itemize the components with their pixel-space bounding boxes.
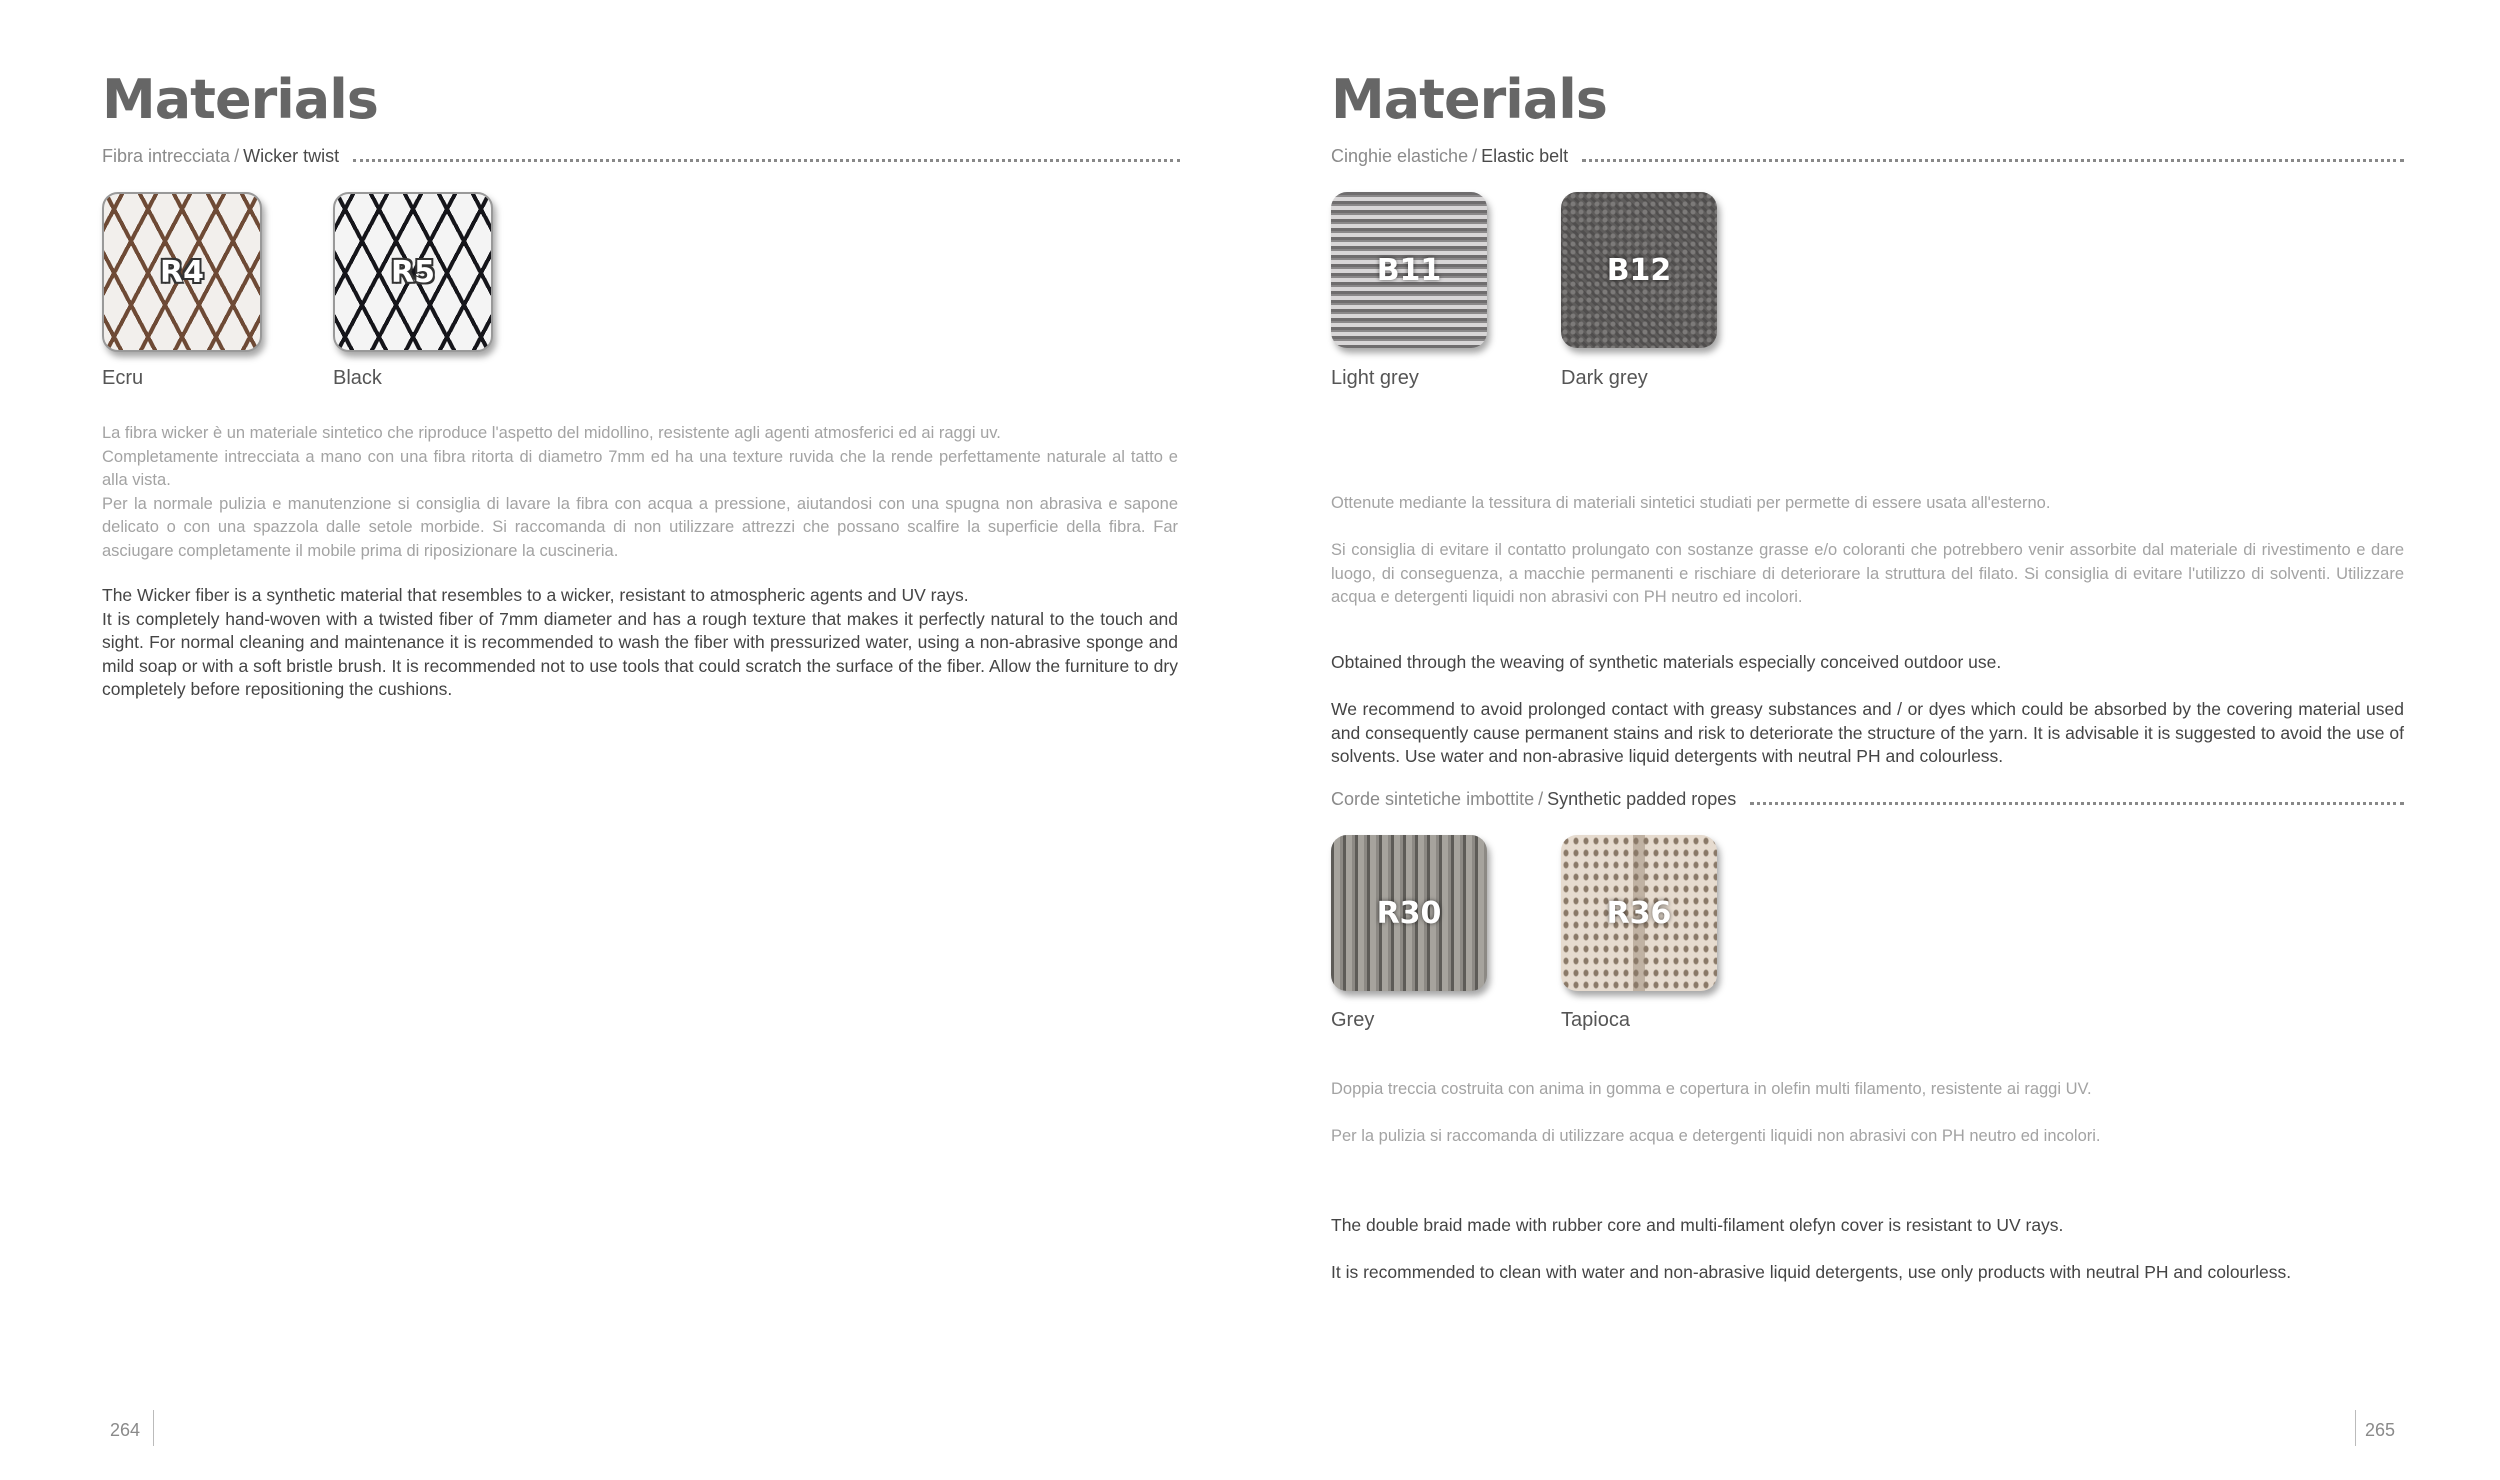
section-header-elastic-belt	[1331, 146, 2404, 167]
page-number: 265	[2365, 1420, 2396, 1440]
description-english	[1331, 1214, 2404, 1285]
swatch-code: R36	[1606, 895, 1672, 931]
section-label-it: Cinghie elastiche	[1331, 146, 1469, 166]
paragraph: Completamente intrecciata a mano con una fibra ritorta di diametro 7mm ed ha una texture ruvida che la rende perfettamente naturale al tatto e alla vista.	[102, 447, 1178, 489]
section-label-en: Wicker twist	[243, 146, 340, 166]
section-header-wicker	[102, 146, 1180, 167]
dotted-leader	[1582, 159, 2404, 162]
page-number-rule	[2355, 1410, 2356, 1446]
description-italian	[102, 422, 1178, 563]
swatch-b12	[1561, 192, 1717, 348]
dotted-leader	[353, 159, 1180, 162]
description-english	[1331, 651, 2404, 769]
paragraph: Per la normale pulizia e manutenzione si consiglia di lavare la fibra con acqua a pressione, aiutandosi con una spugna non abrasiva e sapone delicato o con una spazzola dalle setole morbide. Si raccomanda di non utilizzare attrezzi che possano scalfire la superficie della fibra. Far asciugare completamente il mobile prima di riposizionare la cuscineria.	[102, 494, 1178, 560]
swatch-r30	[1331, 835, 1487, 991]
swatch-code: R5	[391, 254, 435, 290]
swatch-r36	[1561, 835, 1717, 991]
section-label-it: Fibra intrecciata	[102, 146, 231, 166]
swatch-code: R4	[160, 254, 204, 290]
swatch-label: Dark grey	[1561, 367, 1648, 389]
paragraph: We recommend to avoid prolonged contact with greasy substances and / or dyes which could be absorbed by the covering material used and consequently cause permanent stains and risk to deteriorate the structure of the yarn. It is advisable it is suggested to avoid the use of solvents. Use water and non-abrasive liquid detergents with neutral PH and colourless.	[1331, 699, 2404, 766]
section-separator: /	[1538, 789, 1544, 809]
paragraph: The Wicker fiber is a synthetic material that resembles to a wicker, resistant to atmospheric agents and UV rays.	[102, 585, 969, 605]
paragraph: Ottenute mediante la tessitura di materiali sintetici studiati per permette di essere usata all'esterno.	[1331, 494, 2051, 512]
swatch-label: Tapioca	[1561, 1009, 1630, 1031]
paragraph: Obtained through the weaving of synthetic materials especially conceived outdoor use.	[1331, 652, 2002, 672]
page-title: Materials	[1331, 68, 1607, 131]
paragraph: Per la pulizia si raccomanda di utilizzare acqua e detergenti liquidi non abrasivi con PH neutro ed incolori.	[1331, 1127, 2101, 1145]
swatch-label: Light grey	[1331, 367, 1419, 389]
paragraph: It is completely hand-woven with a twisted fiber of 7mm diameter and has a rough texture that makes it perfectly natural to the touch and sight. For normal cleaning and maintenance it is recommended to wash the fiber with pressurized water, using a non-abrasive sponge and mild soap or with a soft bristle brush. It is recommended not to use tools that could scratch the surface of the fiber. Allow the furniture to dry completely before repositioning the cushions.	[102, 608, 1178, 699]
swatch-code: B11	[1376, 252, 1442, 288]
paragraph: Si consiglia di evitare il contatto prolungato con sostanze grasse e/o coloranti che potrebbero venir assorbite dal materiale di rivestimento e dare luogo, di conseguenza, a macchie permanenti e rischiare di deteriorare la struttura del filato. Si consiglia di evitare l'utilizzo di solventi. Utilizzare acqua e detergenti liquidi non abrasivi con PH neutro ed incolori.	[1331, 541, 2404, 606]
swatch-label: Ecru	[102, 367, 144, 389]
section-header-padded-ropes	[1331, 789, 2404, 810]
section-separator: /	[234, 146, 240, 166]
paragraph: It is recommended to clean with water and non-abrasive liquid detergents, use only products with neutral PH and colourless.	[1331, 1262, 2292, 1282]
section-label-it: Corde sintetiche imbottite	[1331, 789, 1535, 809]
page-number: 264	[110, 1420, 141, 1440]
swatch-r5	[333, 192, 493, 352]
dotted-leader	[1750, 802, 2404, 805]
paragraph: The double braid made with rubber core and multi-filament olefyn cover is resistant to UV rays.	[1331, 1215, 2064, 1235]
paragraph: La fibra wicker è un materiale sintetico che riproduce l'aspetto del midollino, resistente agli agenti atmosferici ed ai raggi uv.	[102, 424, 1001, 442]
swatch-label: Black	[333, 367, 382, 389]
page-title: Materials	[102, 68, 378, 131]
page-number-rule	[153, 1410, 154, 1446]
description-english	[102, 584, 1178, 702]
paragraph: Doppia treccia costruita con anima in gomma e copertura in olefin multi filamento, resistente ai raggi UV.	[1331, 1080, 2092, 1098]
section-label-en: Elastic belt	[1481, 146, 1569, 166]
swatch-code: B12	[1606, 252, 1672, 288]
description-italian	[1331, 492, 2404, 610]
swatch-label: Grey	[1331, 1009, 1375, 1031]
section-separator: /	[1472, 146, 1478, 166]
section-label-en: Synthetic padded ropes	[1547, 789, 1737, 809]
right-page	[1250, 0, 2500, 1480]
swatch-b11	[1331, 192, 1487, 348]
description-italian	[1331, 1078, 2404, 1149]
swatch-r4	[102, 192, 262, 352]
swatch-code: R30	[1376, 895, 1442, 931]
